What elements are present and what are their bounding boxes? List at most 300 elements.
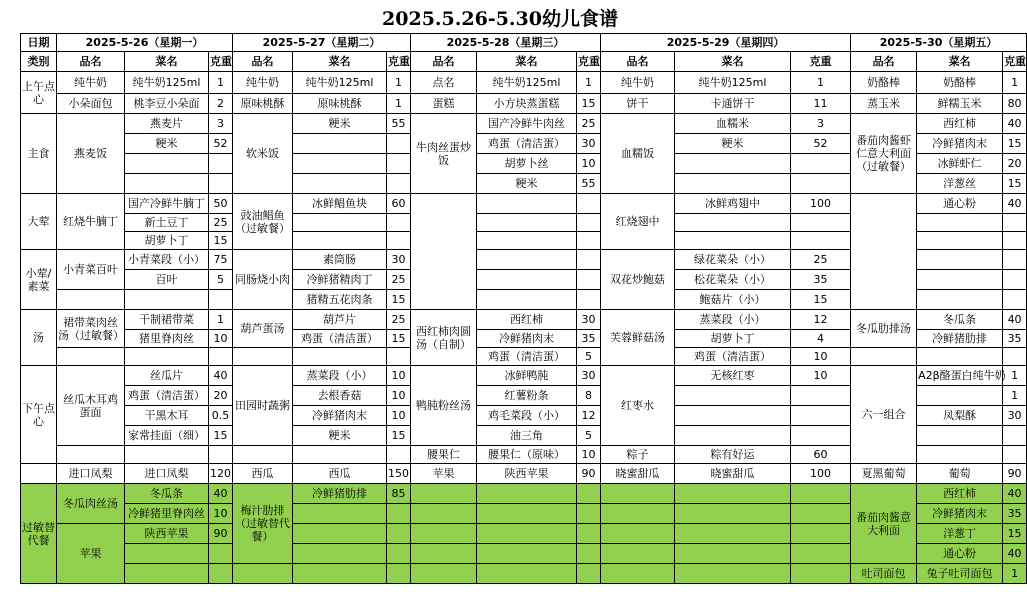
cell-thu-dish [601, 564, 675, 584]
cell-mon-item [125, 564, 209, 584]
cell-wed-weight: 25 [577, 114, 601, 134]
cell-fri-weight: 35 [1003, 504, 1027, 524]
cell-thu-weight [791, 214, 851, 232]
cell-tue-dish: 原味桃酥 [233, 94, 293, 114]
cell-fri-dish: 夏黑葡萄 [851, 464, 917, 484]
cell-mon-item: 胡萝卜丁 [125, 232, 209, 250]
cell-thu-dish: 芙蓉鲜菇汤 [601, 310, 675, 366]
col-weight: 克重 [791, 52, 851, 72]
category-label: 类别 [21, 52, 57, 72]
cell-wed-item: 小方块蒸蛋糕 [477, 94, 577, 114]
cell-tue-weight: 10 [387, 386, 411, 406]
cell-thu-weight: 15 [791, 290, 851, 310]
cell-tue-dish [233, 348, 293, 366]
cell-thu-weight [791, 564, 851, 584]
cell-tue-weight [387, 154, 411, 174]
cell-thu-dish: 饼干 [601, 94, 675, 114]
cell-mon-weight [209, 348, 233, 366]
cell-wed-item [477, 194, 577, 214]
cell-fri-weight: 40 [1003, 544, 1027, 564]
cell-fri-item [917, 290, 1003, 310]
cell-mon-weight: 2 [209, 94, 233, 114]
cell-tue-item [293, 348, 387, 366]
cell-thu-item: 蒸菜段（小） [675, 310, 791, 330]
cell-mon-item: 新土豆丁 [125, 214, 209, 232]
cell-mon-item: 冬瓜条 [125, 484, 209, 504]
cell-wed-dish [411, 504, 477, 524]
cell-wed-weight [577, 194, 601, 214]
col-weight: 克重 [577, 52, 601, 72]
cell-thu-weight [791, 484, 851, 504]
cell-tue-item: 粳米 [293, 426, 387, 446]
cell-tue-item: 冰鲜鲳鱼块 [293, 194, 387, 214]
cell-tue-weight: 1 [387, 72, 411, 94]
cell-thu-item [675, 504, 791, 524]
cell-tue-item: 鸡蛋（清洁蛋） [293, 330, 387, 348]
cell-wed-weight: 10 [577, 154, 601, 174]
cell-thu-item: 冰鲜鸡翅中 [675, 194, 791, 214]
cell-mon-weight: 40 [209, 366, 233, 386]
cell-tue-weight: 10 [387, 366, 411, 386]
cell-wed-item: 陕西苹果 [477, 464, 577, 484]
cell-thu-item: 胡萝卜丁 [675, 330, 791, 348]
cell-thu-item: 鸡蛋（清洁蛋） [675, 348, 791, 366]
cell-wed-weight: 55 [577, 174, 601, 194]
cell-tue-item [293, 564, 387, 584]
cell-thu-weight: 1 [791, 72, 851, 94]
col-item: 菜名 [675, 52, 791, 72]
cell-thu-dish: 晓蜜甜瓜 [601, 464, 675, 484]
cell-thu-item [675, 484, 791, 504]
cell-thu-dish: 纯牛奶 [601, 72, 675, 94]
cell-wed-item [477, 504, 577, 524]
cell-tue-dish: 纯牛奶 [233, 72, 293, 94]
cell-thu-item [675, 524, 791, 544]
cell-tue-dish: 同肠烧小肉 [233, 250, 293, 310]
cell-wed-weight: 8 [577, 386, 601, 406]
cell-tue-weight: 150 [387, 464, 411, 484]
cell-tue-weight [387, 564, 411, 584]
cell-fri-item: 冷鲜猪肉末 [917, 134, 1003, 154]
cell-mon-weight: 40 [209, 484, 233, 504]
cell-tue-item: 纯牛奶125ml [293, 72, 387, 94]
cell-wed-dish: 西红柿肉圆汤（自制） [411, 310, 477, 366]
cell-wed-item [477, 214, 577, 232]
cell-mon-weight [209, 564, 233, 584]
cell-fri-item: A2β酪蛋白纯牛奶 [917, 366, 1003, 386]
cell-wed-dish [411, 524, 477, 544]
cell-mon-item: 国产冷鲜牛腩丁 [125, 194, 209, 214]
cell-thu-weight: 11 [791, 94, 851, 114]
cell-fri-weight [1003, 250, 1027, 270]
cell-thu-item: 晓蜜甜瓜 [675, 464, 791, 484]
cell-mon-weight: 10 [209, 330, 233, 348]
cell-tue-weight [387, 544, 411, 564]
cell-wed-item [477, 564, 577, 584]
cell-tue-weight [387, 524, 411, 544]
cell-wed-dish: 苹果 [411, 464, 477, 484]
cell-tue-item [293, 504, 387, 524]
cell-mon-weight: 3 [209, 114, 233, 134]
cell-tue-item: 去根香菇 [293, 386, 387, 406]
cell-mon-dish: 燕麦饭 [57, 114, 125, 194]
cell-fri-item [917, 348, 1003, 366]
cell-thu-item [675, 406, 791, 426]
cell-fri-dish [851, 194, 917, 310]
cell-fri-item: 冷鲜猪肉末 [917, 504, 1003, 524]
cell-thu-dish: 血糯饭 [601, 114, 675, 194]
cell-thu-dish: 红枣水 [601, 366, 675, 446]
cell-fri-item: 兔子吐司面包 [917, 564, 1003, 584]
cell-thu-item [675, 564, 791, 584]
cell-mon-weight: 20 [209, 386, 233, 406]
cell-mon-weight [209, 290, 233, 310]
cell-wed-dish [411, 564, 477, 584]
cell-fri-weight: 15 [1003, 524, 1027, 544]
cell-category: 上午点心 [21, 72, 57, 114]
cell-mon-weight [209, 174, 233, 194]
cell-tue-item [293, 544, 387, 564]
day-header-fri: 2025-5-30（星期五） [851, 34, 1027, 52]
cell-wed-weight: 5 [577, 426, 601, 446]
col-weight: 克重 [387, 52, 411, 72]
cell-wed-weight: 35 [577, 330, 601, 348]
cell-thu-weight: 3 [791, 114, 851, 134]
cell-thu-dish [601, 484, 675, 504]
cell-mon-weight: 120 [209, 464, 233, 484]
cell-fri-weight: 40 [1003, 194, 1027, 214]
cell-thu-weight: 4 [791, 330, 851, 348]
cell-mon-item: 鸡蛋（清洁蛋） [125, 386, 209, 406]
cell-mon-item: 进口凤梨 [125, 464, 209, 484]
cell-fri-weight: 15 [1003, 134, 1027, 154]
cell-tue-item: 蒸菜段（小） [293, 366, 387, 386]
cell-fri-weight: 35 [1003, 330, 1027, 348]
cell-thu-weight: 12 [791, 310, 851, 330]
cell-wed-item: 鸡蛋（清洁蛋） [477, 134, 577, 154]
cell-wed-item: 鸡毛菜段（小） [477, 406, 577, 426]
cell-wed-item: 腰果仁（原味） [477, 446, 577, 464]
cell-thu-item: 粽有好运 [675, 446, 791, 464]
col-dish: 品名 [411, 52, 477, 72]
cell-wed-weight: 15 [577, 94, 601, 114]
cell-fri-item: 冷鲜猪肋排 [917, 330, 1003, 348]
cell-thu-item [675, 232, 791, 250]
cell-tue-weight: 55 [387, 114, 411, 134]
cell-mon-dish [57, 446, 125, 464]
cell-thu-weight [791, 504, 851, 524]
cell-tue-weight: 10 [387, 406, 411, 426]
date-label: 日期 [21, 34, 57, 52]
cell-mon-weight [209, 154, 233, 174]
cell-mon-weight: 1 [209, 310, 233, 330]
cell-tue-weight [387, 174, 411, 194]
cell-fri-item: 鲜糯玉米 [917, 94, 1003, 114]
cell-wed-dish: 点名 [411, 72, 477, 94]
col-weight: 克重 [209, 52, 233, 72]
cell-category [21, 464, 57, 484]
cell-mon-dish: 纯牛奶 [57, 72, 125, 94]
cell-thu-weight: 100 [791, 194, 851, 214]
menu-table [20, 33, 1027, 584]
cell-wed-item: 纯牛奶125ml [477, 72, 577, 94]
cell-fri-item: 洋葱丁 [917, 524, 1003, 544]
cell-tue-item: 粳米 [293, 114, 387, 134]
cell-tue-item [293, 134, 387, 154]
cell-category: 小荤/素菜 [21, 250, 57, 310]
cell-thu-weight: 25 [791, 250, 851, 270]
cell-fri-item: 西红柿 [917, 484, 1003, 504]
cell-tue-item: 原味桃酥 [293, 94, 387, 114]
cell-mon-weight: 50 [209, 194, 233, 214]
cell-fri-item [917, 270, 1003, 290]
cell-thu-weight [791, 524, 851, 544]
col-item: 菜名 [125, 52, 209, 72]
cell-thu-item: 粳米 [675, 134, 791, 154]
cell-wed-weight [577, 232, 601, 250]
cell-thu-dish: 粽子 [601, 446, 675, 464]
cell-mon-item [125, 348, 209, 366]
cell-mon-weight [209, 446, 233, 464]
cell-thu-item [675, 174, 791, 194]
cell-wed-dish [411, 544, 477, 564]
day-header-thu: 2025-5-29（星期四） [601, 34, 851, 52]
day-header-wed: 2025-5-28（星期三） [411, 34, 601, 52]
cell-wed-weight [577, 544, 601, 564]
cell-fri-dish [851, 348, 917, 366]
cell-mon-item: 粳米 [125, 134, 209, 154]
cell-tue-weight: 15 [387, 426, 411, 446]
cell-wed-dish: 鸭肫粉丝汤 [411, 366, 477, 446]
cell-wed-weight [577, 524, 601, 544]
cell-thu-weight: 60 [791, 446, 851, 464]
cell-mon-weight: 25 [209, 214, 233, 232]
cell-mon-item: 桃李豆小朵面 [125, 94, 209, 114]
cell-mon-weight: 1 [209, 72, 233, 94]
cell-wed-item: 粳米 [477, 174, 577, 194]
cell-mon-item [125, 544, 209, 564]
cell-wed-item: 红薯粉条 [477, 386, 577, 406]
cell-thu-dish [601, 524, 675, 544]
cell-mon-dish: 小青菜百叶 [57, 250, 125, 290]
cell-wed-weight [577, 250, 601, 270]
cell-mon-dish: 冬瓜肉丝汤 [57, 484, 125, 524]
cell-tue-item [293, 154, 387, 174]
cell-wed-item [477, 232, 577, 250]
col-item: 菜名 [477, 52, 577, 72]
cell-tue-weight [387, 232, 411, 250]
cell-tue-item [293, 446, 387, 464]
cell-mon-dish: 红烧牛腩丁 [57, 194, 125, 250]
cell-wed-item: 胡萝卜丝 [477, 154, 577, 174]
cell-mon-item: 丝瓜片 [125, 366, 209, 386]
cell-fri-weight: 40 [1003, 310, 1027, 330]
cell-thu-item: 绿花菜朵（小） [675, 250, 791, 270]
cell-fri-item: 冰鲜虾仁 [917, 154, 1003, 174]
cell-thu-dish [601, 544, 675, 564]
cell-mon-item: 小青菜段（小） [125, 250, 209, 270]
cell-fri-dish: 奶酪棒 [851, 72, 917, 94]
cell-mon-weight [209, 544, 233, 564]
cell-fri-weight [1003, 426, 1027, 446]
cell-thu-item [675, 426, 791, 446]
cell-fri-dish: 六一组合 [851, 366, 917, 464]
cell-thu-weight [791, 154, 851, 174]
cell-mon-item [125, 154, 209, 174]
cell-thu-weight: 35 [791, 270, 851, 290]
cell-thu-weight [791, 232, 851, 250]
cell-mon-item: 纯牛奶125ml [125, 72, 209, 94]
cell-wed-weight [577, 270, 601, 290]
cell-fri-item [917, 214, 1003, 232]
cell-tue-weight [387, 504, 411, 524]
cell-mon-weight: 10 [209, 504, 233, 524]
cell-mon-item: 陕西苹果 [125, 524, 209, 544]
cell-wed-item [477, 524, 577, 544]
cell-tue-item: 素筒肠 [293, 250, 387, 270]
cell-wed-weight [577, 290, 601, 310]
cell-fri-weight: 1 [1003, 564, 1027, 584]
cell-wed-item: 西红柿 [477, 310, 577, 330]
cell-mon-item: 百叶 [125, 270, 209, 290]
cell-mon-weight: 0.5 [209, 406, 233, 426]
cell-wed-dish [411, 194, 477, 310]
cell-tue-dish [233, 446, 293, 464]
cell-mon-dish: 裙带菜肉丝汤（过敏餐） [57, 310, 125, 348]
day-header-mon: 2025-5-26（星期一） [57, 34, 233, 52]
cell-wed-item: 冷鲜猪肉末 [477, 330, 577, 348]
cell-fri-item [917, 426, 1003, 446]
cell-fri-item: 葡萄 [917, 464, 1003, 484]
cell-fri-item [917, 386, 1003, 406]
cell-mon-dish: 小朵面包 [57, 94, 125, 114]
cell-wed-weight [577, 484, 601, 504]
cell-tue-item [293, 524, 387, 544]
cell-thu-weight: 10 [791, 366, 851, 386]
cell-wed-weight: 12 [577, 406, 601, 426]
cell-wed-item [477, 270, 577, 290]
cell-fri-weight: 80 [1003, 94, 1027, 114]
cell-wed-item: 冰鲜鸭肫 [477, 366, 577, 386]
cell-category: 汤 [21, 310, 57, 366]
cell-mon-dish [57, 348, 125, 366]
cell-fri-item: 奶酪棒 [917, 72, 1003, 94]
cell-tue-weight [387, 446, 411, 464]
cell-mon-weight: 52 [209, 134, 233, 154]
cell-thu-dish: 双花炒鲍菇 [601, 250, 675, 310]
page-title: 2025.5.26-5.30幼儿食谱 [382, 8, 618, 30]
cell-fri-weight: 1 [1003, 386, 1027, 406]
cell-category: 大荤 [21, 194, 57, 250]
cell-thu-weight [791, 406, 851, 426]
cell-tue-item: 冷鲜猪肉末 [293, 406, 387, 426]
cell-tue-item: 冷鲜猪肋排 [293, 484, 387, 504]
cell-thu-item [675, 544, 791, 564]
cell-mon-item: 干制裙带菜 [125, 310, 209, 330]
cell-wed-weight [577, 564, 601, 584]
cell-thu-weight [791, 544, 851, 564]
cell-mon-dish: 丝瓜木耳鸡蛋面 [57, 366, 125, 446]
cell-thu-item: 松花菜朵（小） [675, 270, 791, 290]
col-weight: 克重 [1003, 52, 1027, 72]
cell-tue-dish [233, 564, 293, 584]
cell-fri-weight [1003, 348, 1027, 366]
cell-fri-dish: 番茄肉酱虾仁意大利面（过敏餐） [851, 114, 917, 194]
cell-tue-dish: 西瓜 [233, 464, 293, 484]
cell-thu-item: 血糯米 [675, 114, 791, 134]
cell-fri-item: 通心粉 [917, 194, 1003, 214]
cell-wed-dish: 蛋糕 [411, 94, 477, 114]
cell-fri-item: 通心粉 [917, 544, 1003, 564]
cell-fri-item: 洋葱丝 [917, 174, 1003, 194]
cell-thu-weight: 100 [791, 464, 851, 484]
cell-tue-weight [387, 214, 411, 232]
cell-fri-weight [1003, 446, 1027, 464]
cell-wed-weight: 1 [577, 72, 601, 94]
cell-wed-weight [577, 214, 601, 232]
cell-thu-item: 鲍菇片（小） [675, 290, 791, 310]
cell-mon-item: 燕麦片 [125, 114, 209, 134]
cell-fri-weight: 20 [1003, 154, 1027, 174]
cell-category: 过敏替代餐 [21, 484, 57, 584]
cell-thu-weight: 52 [791, 134, 851, 154]
cell-thu-dish [601, 504, 675, 524]
cell-mon-weight: 5 [209, 270, 233, 290]
cell-fri-weight: 90 [1003, 464, 1027, 484]
cell-fri-item [917, 250, 1003, 270]
cell-fri-dish: 蒸玉米 [851, 94, 917, 114]
cell-wed-weight: 30 [577, 310, 601, 330]
cell-tue-weight: 15 [387, 330, 411, 348]
cell-fri-item: 西红柿 [917, 114, 1003, 134]
cell-fri-weight [1003, 232, 1027, 250]
cell-tue-dish: 田园时蔬粥 [233, 366, 293, 446]
cell-mon-weight: 15 [209, 232, 233, 250]
col-item: 菜名 [917, 52, 1003, 72]
cell-tue-item: 葫芦片 [293, 310, 387, 330]
col-dish: 品名 [233, 52, 293, 72]
cell-tue-weight: 25 [387, 310, 411, 330]
cell-mon-item: 干黑木耳 [125, 406, 209, 426]
cell-mon-item [125, 174, 209, 194]
cell-mon-dish: 进口凤梨 [57, 464, 125, 484]
cell-mon-item: 冷鲜猪里脊肉丝 [125, 504, 209, 524]
cell-fri-weight [1003, 270, 1027, 290]
day-header-tue: 2025-5-27（星期二） [233, 34, 411, 52]
cell-tue-weight: 30 [387, 250, 411, 270]
cell-tue-item [293, 214, 387, 232]
cell-wed-weight [577, 504, 601, 524]
cell-wed-item [477, 484, 577, 504]
cell-fri-weight: 1 [1003, 72, 1027, 94]
cell-fri-dish: 番茄肉酱意大利面 [851, 484, 917, 564]
cell-tue-weight: 25 [387, 270, 411, 290]
cell-tue-item: 猪精五花肉条 [293, 290, 387, 310]
cell-mon-dish: 苹果 [57, 524, 125, 584]
col-item: 菜名 [293, 52, 387, 72]
cell-fri-weight: 1 [1003, 366, 1027, 386]
cell-wed-item [477, 250, 577, 270]
cell-wed-weight: 90 [577, 464, 601, 484]
cell-wed-weight: 30 [577, 134, 601, 154]
cell-tue-dish: 梅汁肋排（过敏替代餐） [233, 484, 293, 564]
cell-tue-weight: 15 [387, 290, 411, 310]
cell-tue-item [293, 174, 387, 194]
cell-wed-item [477, 290, 577, 310]
cell-tue-dish: 葫芦蛋汤 [233, 310, 293, 348]
cell-fri-dish: 冬瓜肋排汤 [851, 310, 917, 348]
cell-category: 下午点心 [21, 366, 57, 464]
